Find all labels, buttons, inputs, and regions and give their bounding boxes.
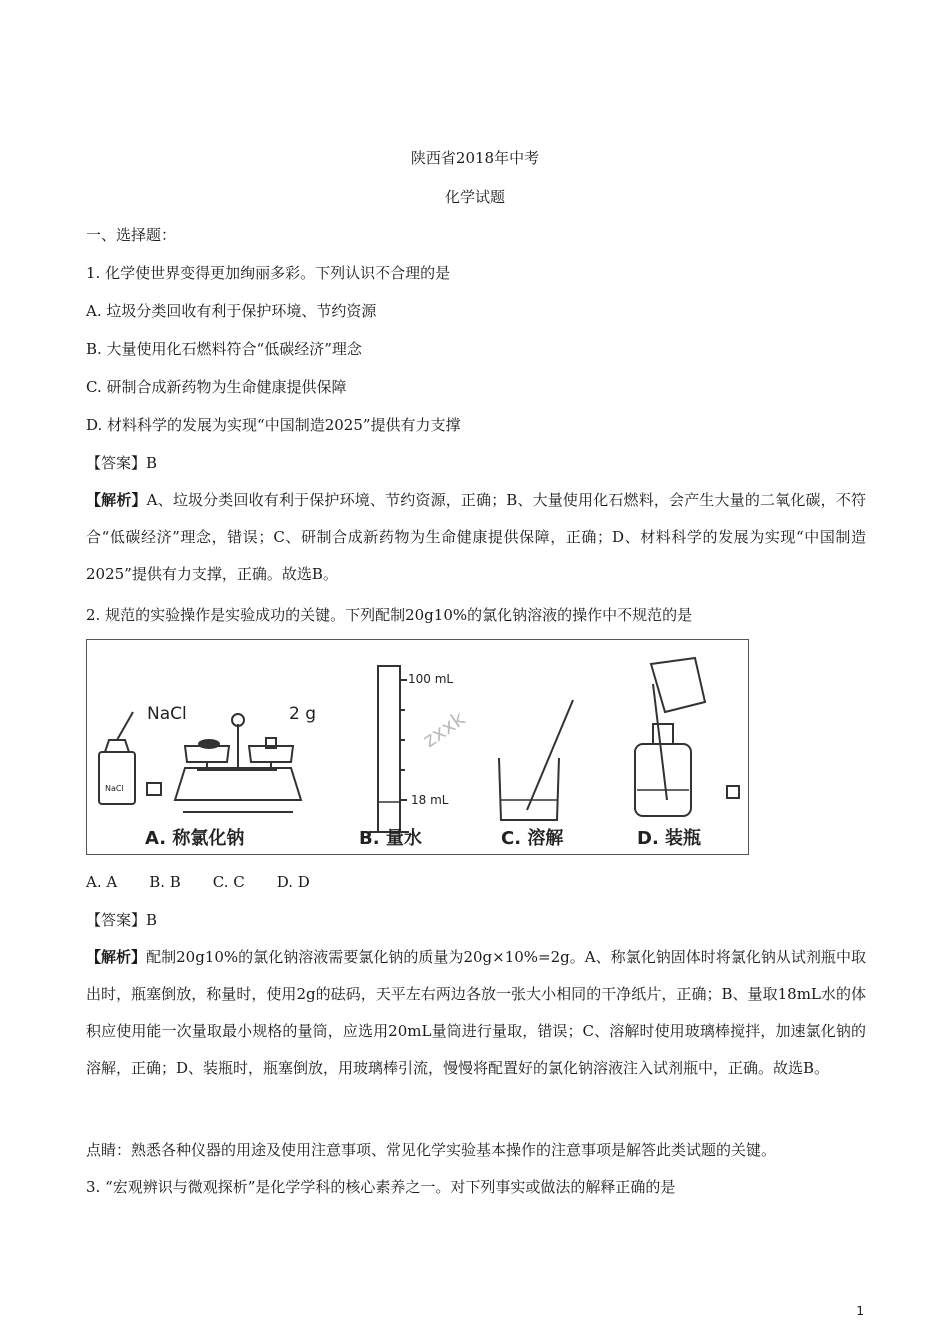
q1-stem: 1. 化学使世界变得更加绚丽多彩。下列认识不合理的是 (86, 264, 451, 282)
q1-option-a: A. 垃圾分类回收有利于保护环境、节约资源 (86, 302, 377, 320)
q2-answer: 【答案】B (86, 911, 158, 929)
q2-analysis-tag: 【解析】 (86, 948, 147, 966)
cylinder-mark-label: 18 mL (411, 793, 449, 807)
q1-option-d: D. 材料科学的发展为实现“中国制造2025”提供有力支撑 (86, 416, 461, 434)
q2-analysis-text: 配制20g10%的氯化钠溶液需要氯化钠的质量为20g×10%=2g。A、称氯化钠固体时将氯化钠从试剂瓶中取出时，瓶塞倒放，称量时，使用2g的砝码，天平左右两边各放一张大小相同的干净纸片，正确；B、量取18mL水的体积应使用能一次量取最小规格的量筒，应选用20mL量筒进行量取，错误；C、溶解时使用玻璃棒搅拌，加速氯化钠的溶解，正确；D、装瓶时，瓶塞倒放，用玻璃棒引流，慢慢将配置好的氯化钠溶液注入试剂瓶中，正确。故选B。 (86, 948, 866, 1077)
q2-options (86, 872, 342, 892)
cylinder-top-label: 100 mL (408, 672, 454, 686)
q1-option-c: C. 研制合成新药物为生命健康提供保障 (86, 378, 347, 396)
figure-label-c: C. 溶解 (501, 828, 564, 849)
watermark: zxxk (418, 706, 470, 753)
reagent-bottle (99, 752, 135, 804)
page-subtitle: 化学试题 (444, 188, 505, 206)
figure-label-b: B. 量水 (359, 828, 422, 849)
q2-figure (86, 639, 749, 855)
q1-option-b: B. 大量使用化石燃料符合“低碳经济”理念 (86, 340, 362, 358)
weight-label: 2 g (289, 704, 317, 724)
figure-label-a: A. 称氯化钠 (145, 828, 245, 849)
q2-option-a: A. A (86, 873, 118, 891)
graduated-cylinder (378, 666, 400, 832)
page-number: 1 (856, 1304, 864, 1318)
nacl-label: NaCl (147, 704, 187, 724)
glass-rod (527, 700, 573, 810)
q1-answer: 【答案】B (86, 454, 158, 472)
q2-option-b: B. B (149, 873, 181, 891)
balance-base (175, 768, 301, 800)
beaker (499, 758, 559, 820)
q1-analysis-text: A、垃圾分类回收有利于保护环境、节约资源，正确；B、大量使用化石燃料，会产生大量的二氧化碳，不符合“低碳经济”理念，错误；C、研制合成新药物为生命健康提供保障，正确；D、材料科学的发展为实现“中国制造2025”提供有力支撑，正确。故选B。 (86, 491, 866, 583)
storage-bottle (635, 744, 691, 816)
section-heading: 一、选择题： (86, 226, 177, 244)
q2-stem: 2. 规范的实验操作是实验成功的关键。下列配制20g10%的氯化钠溶液的操作中不规范的是 (86, 606, 693, 624)
page-title: 陕西省2018年中考 (410, 149, 540, 167)
pouring-beaker (651, 658, 705, 712)
bottle-label: NaCl (105, 784, 124, 793)
q1-analysis (86, 482, 866, 593)
q2-tip: 点睛：熟悉各种仪器的用途及使用注意事项、常见化学实验基本操作的注意事项是解答此类试题的关键。 (86, 1141, 777, 1159)
q1-analysis-tag: 【解析】 (86, 491, 147, 509)
pouring-rod (653, 684, 667, 800)
figure-label-d: D. 装瓶 (637, 828, 702, 849)
q2-option-d: D. D (276, 873, 310, 891)
q2-analysis (86, 939, 866, 1087)
q3-stem: 3. “宏观辨识与微观探析”是化学学科的核心素养之一。对下列事实或做法的解释正确的是 (86, 1178, 676, 1196)
spatula (117, 712, 133, 740)
q2-option-c: C. C (212, 873, 245, 891)
